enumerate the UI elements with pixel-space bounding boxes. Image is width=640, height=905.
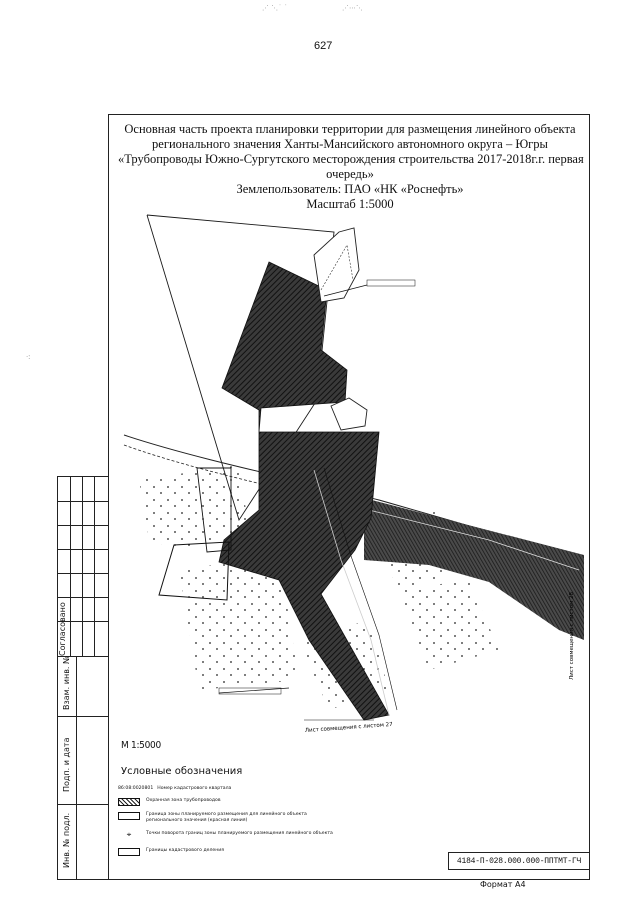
title-line-2: регионального значения Ханты-Мансийского автономного округа – Югры: [152, 137, 548, 151]
upper-pad: [314, 228, 359, 302]
legend-item-protection-zone: [118, 798, 221, 806]
legend-item-cadastral-quarter: [118, 786, 231, 792]
format-label: Формат А4: [480, 880, 526, 889]
drawing-title: [118, 122, 582, 212]
legend-text: Границы кадастрового деления: [146, 848, 224, 853]
title-line-4: очередь»: [326, 167, 374, 181]
legend-text: Номер кадастрового квартала: [157, 786, 232, 791]
scan-artifact: ·ː: [26, 353, 31, 361]
side-label-approved: Согласовано: [58, 602, 67, 656]
title-line-5: Землепользователь: ПАО «НК «Роснефть»: [236, 182, 464, 196]
outline-box-icon: [118, 812, 140, 820]
title-line-1: Основная часть проекта планировки территории для размещения линейного объекта: [124, 122, 576, 136]
match-line-bottom: Лист совмещения с листом 27: [304, 721, 393, 734]
leader-line-2: [219, 688, 289, 693]
point-marker-icon: ⌖: [126, 830, 132, 839]
outline-box-thin-icon: [118, 848, 140, 856]
title-line-3: «Трубопроводы Южно-Сургутского месторождения строительства 2017-2018г.г. первая: [118, 152, 584, 166]
title-line-6: Масштаб 1:5000: [306, 197, 394, 211]
planning-map: [109, 210, 589, 750]
side-label-inv-replace: Взам. инв. №: [62, 655, 71, 710]
scan-artifact: ⋰⋯⋱: [342, 4, 363, 12]
legend-item-turn-points: [118, 831, 358, 839]
legend-item-cadastral-division: [118, 848, 224, 856]
legend-text: Охранная зона трубопроводов: [146, 798, 221, 803]
legend-text: Граница зоны планируемого размещения для линейного объекта регионального значения (красная линия): [146, 812, 307, 823]
drawing-stamp-code: 4184-П-028.000.000-ППТМТ-ГЧ: [448, 852, 590, 870]
page-number: 627: [314, 40, 333, 52]
cadastral-quarter-code: 86:08:0020801: [118, 786, 154, 791]
callout-box: [367, 280, 415, 286]
side-label-inv-orig: Инв. № подл.: [62, 812, 71, 868]
scale-label: М 1:5000: [121, 740, 161, 751]
match-line-right: Лист совмещения с листом 28: [569, 592, 575, 680]
legend-text: Точки поворота границ зоны планируемого размещения линейного объекта: [146, 831, 333, 836]
scan-artifact: ⋰ ⋱˙ ˙: [262, 4, 288, 12]
legend-item-red-line: [118, 812, 328, 823]
hatched-box-icon: [118, 798, 140, 806]
side-label-sign-date: Подп. и дата: [62, 737, 71, 792]
legend-title: Условные обозначения: [121, 766, 243, 777]
